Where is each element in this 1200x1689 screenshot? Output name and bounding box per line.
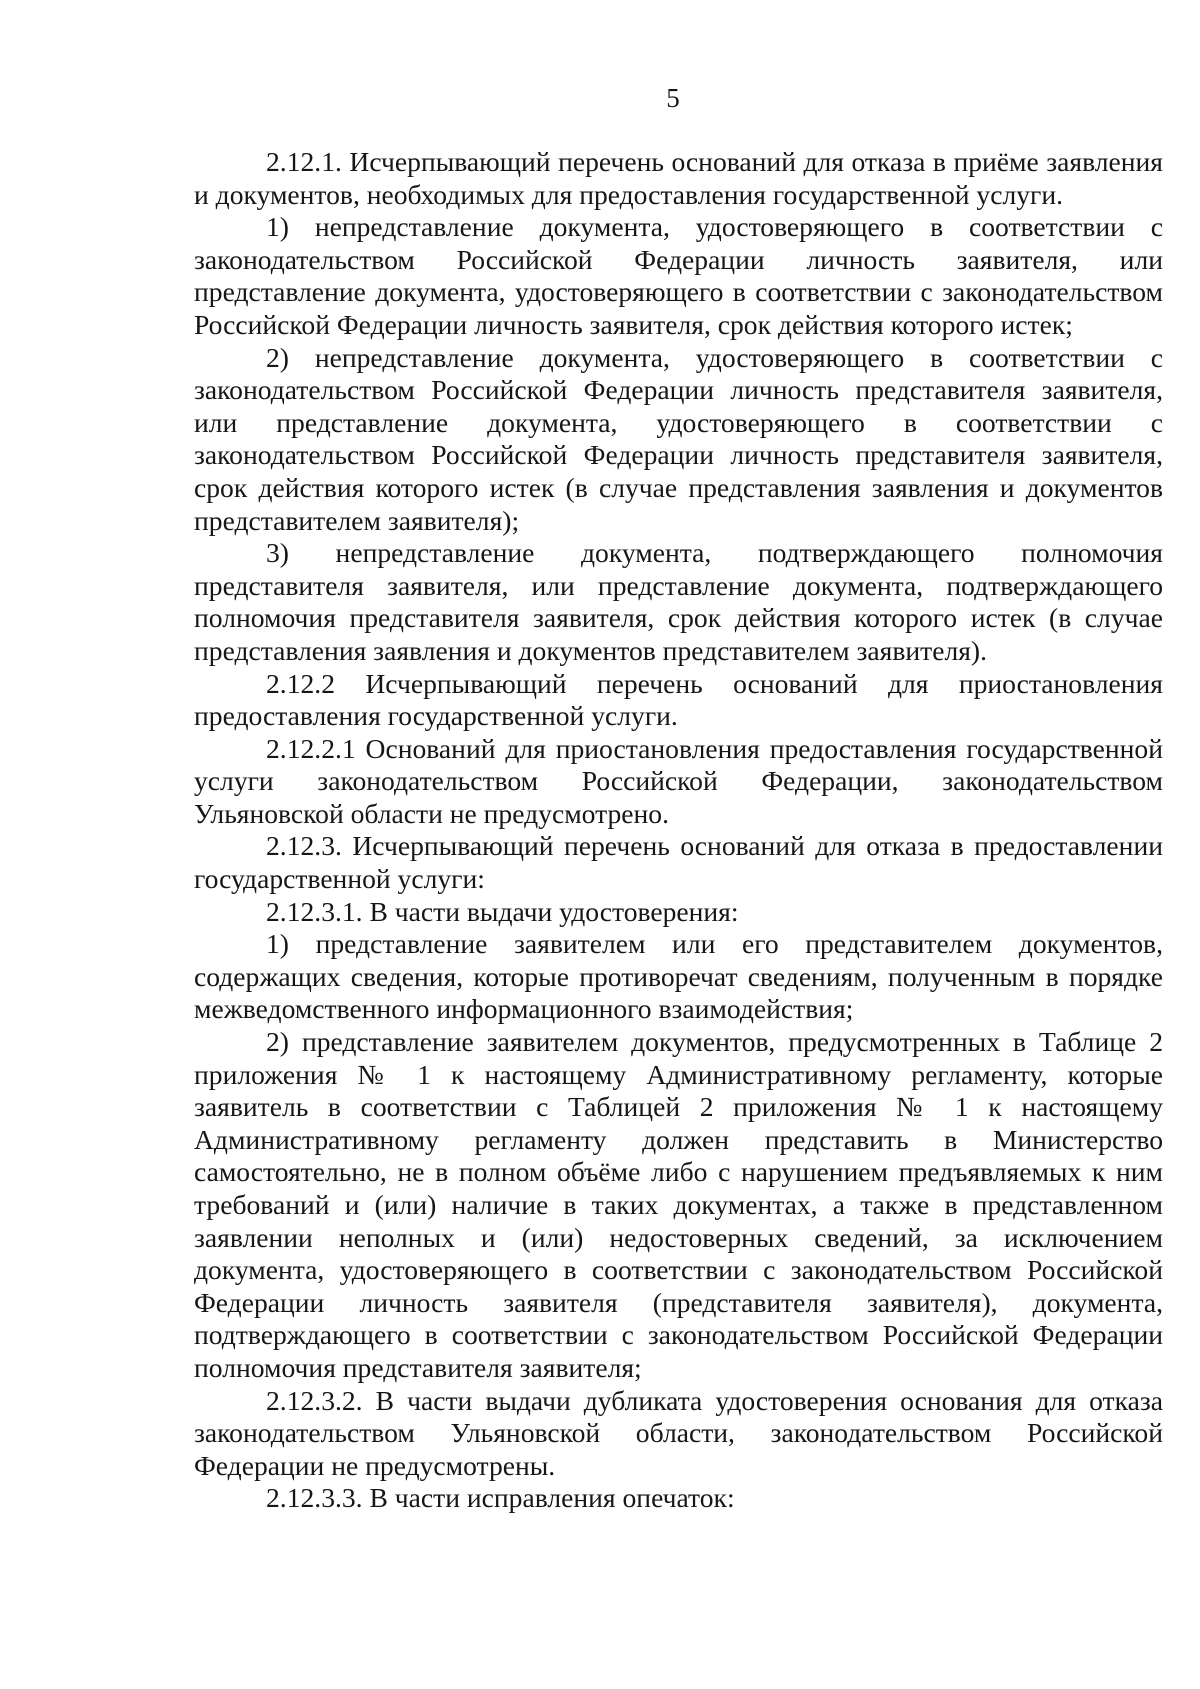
- paragraph-2-12-2: 2.12.2 Исчерпывающий перечень оснований для приостановления предоставления государственной услуги.: [194, 667, 1163, 732]
- paragraph-2-12-3-2: 2.12.3.2. В части выдачи дубликата удостоверения основания для отказа законодательством Ульяновской области, законодательством Российской Федерации не предусмотрены.: [194, 1384, 1163, 1481]
- paragraph-item-2: 2) непредставление документа, удостоверяющего в соответствии с законодательством Российской Федерации личность представителя заявителя, или представление документа, удостоверяющего в соответствии с законодательством Российской Федерации личность представителя заявителя, срок действия которого истек (в случае представления заявления и документов представителем заявителя);: [194, 341, 1163, 536]
- paragraph-item-1: 1) непредставление документа, удостоверяющего в соответствии с законодательством Российской Федерации личность заявителя, или представление документа, удостоверяющего в соответствии с законодательством Российской Федерации личность заявителя, срок действия которого истек;: [194, 211, 1163, 340]
- page-number: 5: [666, 83, 680, 113]
- paragraph-2-12-2-1: 2.12.2.1 Оснований для приостановления предоставления государственной услуги законодательством Российской Федерации, законодательством Ульяновской области не предусмотрено.: [194, 732, 1163, 829]
- paragraph-refusal-item-2: 2) представление заявителем документов, предусмотренных в Таблице 2 приложения № 1 к настоящему Административному регламенту, которые заявитель в соответствии с Таблицей 2 приложения № 1 к настоящему Административному регламенту должен представить в Министерство самостоятельно, не в полном объёме либо с нарушением предъявляемых к ним требований и (или) наличие в таких документах, а также в представленном заявлении неполных и (или) недостоверных сведений, за исключением документа, удостоверяющего в соответствии с законодательством Российской Федерации личность заявителя (представителя заявителя), документа, подтверждающего в соответствии с законодательством Российской Федерации полномочия представителя заявителя;: [194, 1026, 1163, 1383]
- paragraph-2-12-3-1: 2.12.3.1. В части выдачи удостоверения:: [266, 895, 739, 927]
- paragraph-item-3: 3) непредставление документа, подтверждающего полномочия представителя заявителя, или представление документа, подтверждающего полномочия представителя заявителя, срок действия которого истек (в случае представления заявления и документов представителем заявителя).: [194, 537, 1163, 666]
- paragraph-2-12-3: 2.12.3. Исчерпывающий перечень оснований для отказа в предоставлении государственной услуги:: [194, 830, 1163, 895]
- paragraph-refusal-item-1: 1) представление заявителем или его представителем документов, содержащих сведения, которые противоречат сведениям, полученным в порядке межведомственного информационного взаимодействия;: [194, 928, 1163, 1025]
- document-body: [194, 146, 1163, 1515]
- paragraph-2-12-1: 2.12.1. Исчерпывающий перечень оснований для отказа в приёме заявления и документов, необходимых для предоставления государственной услуги.: [194, 146, 1163, 210]
- paragraph-2-12-3-3: 2.12.3.3. В части исправления опечаток:: [266, 1482, 735, 1514]
